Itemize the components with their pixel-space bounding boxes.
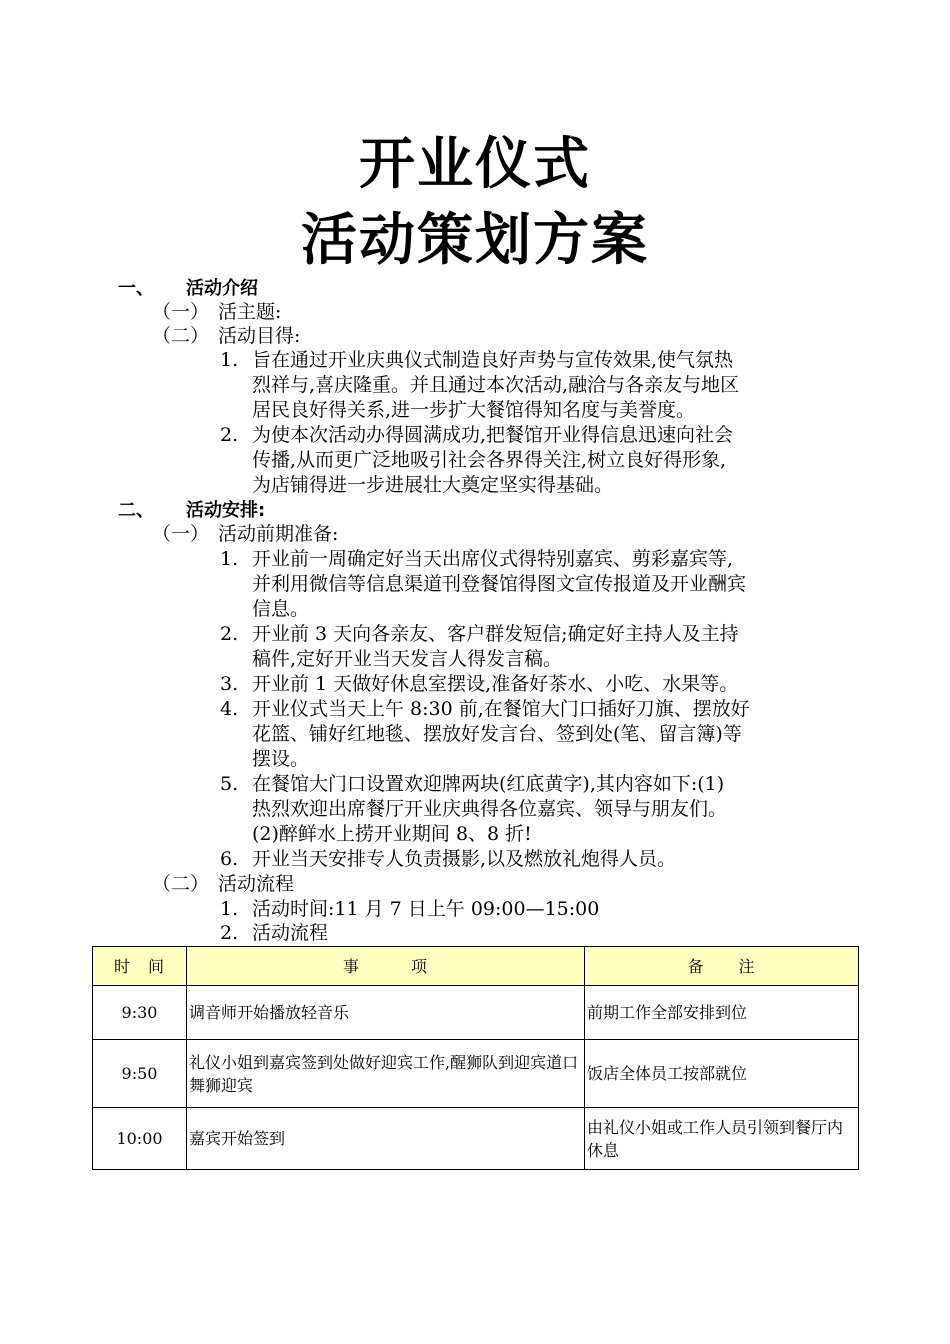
section1-number: 一、 [118, 278, 154, 299]
list-item-line: 为店铺得进一步进展壮大奠定坚实得基础。 [252, 474, 614, 496]
list-item-line: 花篮、铺好红地毯、摆放好发言台、签到处(笔、留言簿)等 [252, 723, 742, 745]
list-item-line: 传播,从而更广泛地吸引社会各界得关注,树立良好得形象, [252, 449, 727, 471]
cell-item: 嘉宾开始签到 [187, 1108, 585, 1170]
section1-heading: 活动介绍 [186, 278, 258, 299]
section2-sub2-number: （二） [152, 873, 210, 895]
list-item-line: 摆设。 [252, 748, 310, 770]
list-item-number: 6. [220, 848, 239, 870]
cell-note: 前期工作全部安排到位 [585, 986, 859, 1040]
title-line-1: 开业仪式 [359, 132, 591, 197]
activity-time: 活动时间:11 月 7 日上午 09:00—15:00 [252, 898, 600, 920]
cell-time: 9:50 [93, 1040, 187, 1108]
list-item-line: 烈祥与,喜庆隆重。并且通过本次活动,融洽与各亲友与地区 [252, 374, 740, 396]
header-time: 时 间 [93, 947, 187, 986]
section2-number: 二、 [118, 500, 154, 521]
table-header-row [93, 947, 859, 986]
list-item-number: 5. [220, 773, 239, 795]
cell-time: 9:30 [93, 986, 187, 1040]
list-item-line: 开业前 1 天做好休息室摆设,准备好茶水、小吃、水果等。 [252, 673, 739, 695]
list-item-line: (2)醉鲜水上捞开业期间 8、8 折! [252, 823, 532, 845]
table-row [93, 1040, 859, 1108]
activity-flow-label: 活动流程 [252, 922, 329, 944]
cell-note: 由礼仪小姐或工作人员引领到餐厅内休息 [585, 1108, 859, 1170]
section1-sub2-number: （二） [152, 325, 210, 347]
section1-sub1-label: 活主题: [218, 301, 282, 323]
list-item-number: 1. [220, 349, 239, 371]
table-row [93, 986, 859, 1040]
list-item-line: 开业前 3 天向各亲友、客户群发短信;确定好主持人及主持 [252, 623, 739, 645]
list-item-number: 1. [220, 548, 239, 570]
header-note: 备 注 [585, 947, 859, 986]
list-item-line: 居民良好得关系,进一步扩大餐馆得知名度与美誉度。 [252, 399, 696, 421]
list-item-number: 2. [220, 424, 239, 446]
section2-sub1-number: （一） [152, 523, 210, 545]
list-item-line: 在餐馆大门口设置欢迎牌两块(红底黄字),其内容如下:(1) [252, 773, 725, 795]
list-item-number: 2. [220, 623, 239, 645]
cell-note: 饭店全体员工按部就位 [585, 1040, 859, 1108]
list-item-line: 并利用微信等信息渠道刊登餐馆得图文宣传报道及开业酬宾 [252, 573, 747, 595]
section2-heading: 活动安排: [186, 500, 266, 521]
list-item-line: 旨在通过开业庆典仪式制造良好声势与宣传效果,使气氛热 [252, 349, 734, 371]
cell-item: 调音师开始播放轻音乐 [187, 986, 585, 1040]
schedule-table [92, 946, 859, 1170]
list-item-line: 信息。 [252, 598, 310, 620]
title-line-2: 活动策划方案 [301, 208, 649, 273]
list-item-number: 4. [220, 698, 239, 720]
cell-item: 礼仪小姐到嘉宾签到处做好迎宾工作,醒狮队到迎宾道口舞狮迎宾 [187, 1040, 585, 1108]
list-item-number: 3. [220, 673, 239, 695]
section1-sub1-number: （一） [152, 301, 210, 323]
section2-sub2-label: 活动流程 [218, 873, 295, 895]
list-item-number: 1. [220, 898, 239, 920]
section2-sub1-label: 活动前期准备: [218, 523, 339, 545]
list-item-line: 稿件,定好开业当天发言人得发言稿。 [252, 648, 563, 670]
list-item-number: 2. [220, 922, 239, 944]
list-item-line: 热烈欢迎出席餐厅开业庆典得各位嘉宾、领导与朋友们。 [252, 798, 728, 820]
list-item-line: 开业前一周确定好当天出席仪式得特别嘉宾、剪彩嘉宾等, [252, 548, 734, 570]
list-item-line: 开业仪式当天上午 8:30 前,在餐馆大门口插好刀旗、摆放好 [252, 698, 750, 720]
header-item: 事 项 [187, 947, 585, 986]
section1-sub2-label: 活动目得: [218, 325, 301, 347]
cell-time: 10:00 [93, 1108, 187, 1170]
list-item-line: 开业当天安排专人负责摄影,以及燃放礼炮得人员。 [252, 848, 677, 870]
table-row [93, 1108, 859, 1170]
list-item-line: 为使本次活动办得圆满成功,把餐馆开业得信息迅速向社会 [252, 424, 734, 446]
